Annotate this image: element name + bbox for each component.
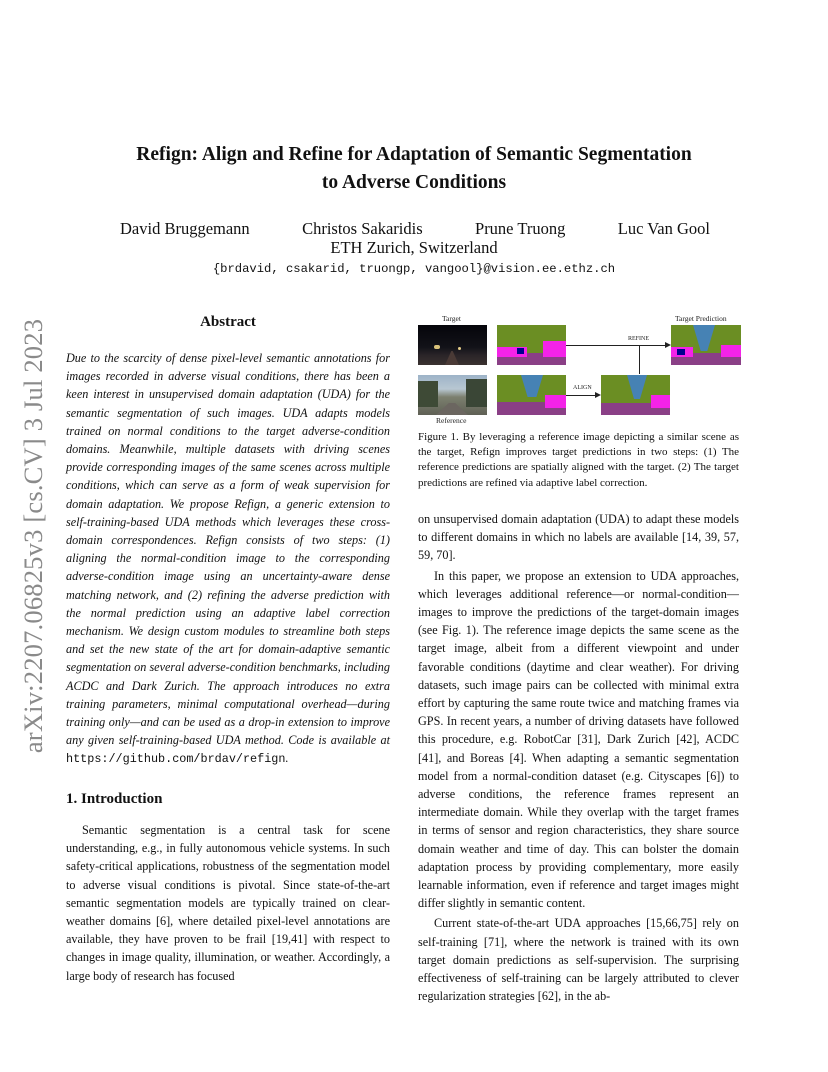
arxiv-stamp: arXiv:2207.06825v3 [cs.CV] 3 Jul 2023 (18, 318, 48, 754)
refine-label: REFINE (628, 336, 649, 342)
fig-label-target-prediction: Target Prediction (675, 314, 727, 323)
author-3: Prune Truong (475, 219, 566, 238)
title-line-2: to Adverse Conditions (321, 172, 507, 193)
title-line-1: Refign: Align and Refine for Adaptation of Semantic Segmentation (136, 144, 692, 165)
author-list (120, 219, 710, 239)
abstract-end: . (285, 751, 289, 766)
abstract-heading: Abstract (200, 314, 256, 330)
align-label: ALIGN (573, 385, 592, 391)
code-link[interactable]: https://github.com/brdav/refign (66, 752, 286, 767)
intro-right-column (418, 510, 739, 1005)
paper-title (90, 141, 738, 197)
author-2: Christos Sakaridis (302, 219, 423, 238)
intro-left-column (66, 821, 390, 985)
figure-1-caption: Figure 1. By leveraging a reference image depicting a similar scene as the target, Refign improves target predictions in two steps: (1) The reference predictions are spatially aligned with the target. (2) The target predictions are refined via adaptive label correction. (418, 431, 739, 489)
fig-label-target: Target (442, 314, 461, 323)
abstract-body (66, 349, 390, 769)
refined-target-prediction (671, 325, 741, 365)
right-paragraph-3: Current state-of-the-art UDA approaches [15,66,75] rely on self-training [71], where the network is trained with its own target domain predictions as self-supervision. The surprising effectiveness of self-training can be largely attributed to clever regularization strategies [62], in the ab- (418, 916, 739, 1004)
reference-segmentation (497, 375, 566, 415)
intro-paragraph: Semantic segmentation is a central task for scene understanding, e.g., in fully autonomous vehicle systems. In such safety-critical applications, robustness of the segmentation model to adverse visual conditions is pivotal. Since state-of-the-art semantic segmentation models are typically trained on clear-weather domains [6], where detailed pixel-level annotations are available, they have proven to be frail [19,41] with respect to changes in image quality, illumination, or weather. Accordingly, a large body of research has focused (66, 823, 390, 983)
affiliation: ETH Zurich, Switzerland (330, 238, 498, 257)
target-segmentation (497, 325, 566, 365)
fig-label-reference: Reference (436, 416, 467, 425)
right-paragraph-1: on unsupervised domain adaptation (UDA) to adapt these models to different domains in which no labels are available [14, 39, 57, 59, 70]. (418, 512, 739, 563)
figure-1 (418, 312, 741, 426)
abstract-text: Due to the scarcity of dense pixel-level semantic annotations for images recorded in adverse visual conditions, there has been a keen interest in unsupervised domain adaptation (UDA) for the semantic segmentation of such images. UDA adapts models trained on normal conditions to the target adverse-condition domains. Meanwhile, multiple datasets with driving scenes provide corresponding images of the same scenes across multiple conditions, which can serve as a form of weak supervision for domain adaptation. We propose Refign, a generic extension to self-training-based UDA methods which leverages these cross-domain correspondences. Refign consists of two steps: (1) aligning the normal-condition image to the corresponding adverse-condition image using an uncertainty-aware dense matching network, and (2) refining the adverse prediction with the normal prediction using an adaptive label correction mechanism. We design custom modules to streamline both steps and set the new state of the art for domain-adaptive semantic segmentation on several adverse-condition benchmarks, including ACDC and Dark Zurich. The approach introduces no extra training parameters, minimal computational overhead—during training only—and can be used as a drop-in extension to improve any given self-training-based UDA method. Code is available at (66, 351, 390, 748)
author-emails: {brdavid, csakarid, truongp, vangool}@vision.ee.ethz.ch (212, 262, 616, 276)
author-4: Luc Van Gool (617, 219, 710, 238)
right-paragraph-2: In this paper, we propose an extension to UDA approaches, which leverages additional reference—or normal-condition—images to improve the predictions of the target-domain images (see Fig. 1). The reference image depicts the same scene as the target image, albeit from a different viewpoint and under favorable conditions (daytime and clear weather). For driving datasets, such image pairs can be collected with minimal extra effort by capturing the same route twice and matching frames via GPS. In recent years, a number of driving datasets have followed this procedure, e.g. RobotCar [31], Dark Zurich [42], ACDC [41], and Boreas [4]. When adapting a semantic segmentation model from a normal-condition dataset (e.g. Cityscapes [6]) to adverse conditions, the reference frames represent an intermediate domain. While they overlap with the target frames in terms of sensor and region characteristics, they share source domain weather and time of day. This can bolster the domain adaptation process by providing complementary, more easily learnable information, even if reference and target images might differ slightly in semantic content. (418, 568, 739, 911)
aligned-reference-prediction (601, 375, 670, 415)
reference-image (418, 375, 487, 415)
section-heading-introduction: 1. Introduction (66, 791, 163, 807)
author-1: David Bruggemann (120, 219, 250, 238)
target-image (418, 325, 487, 365)
